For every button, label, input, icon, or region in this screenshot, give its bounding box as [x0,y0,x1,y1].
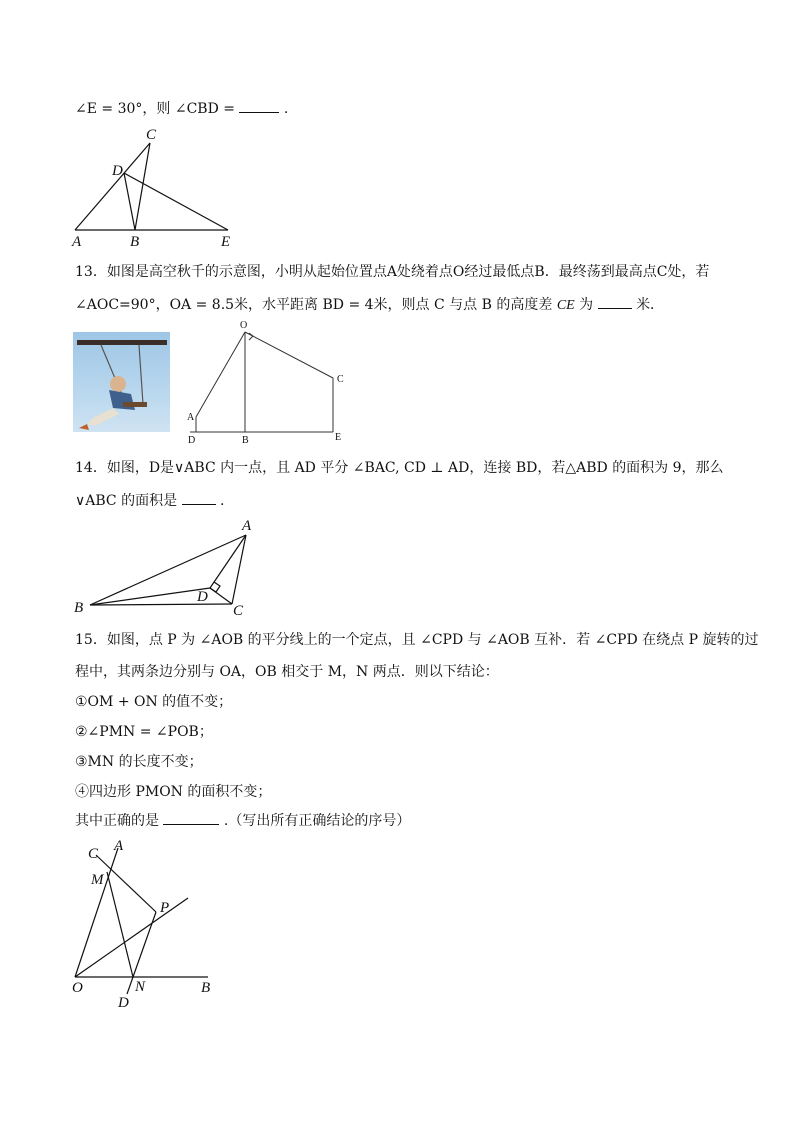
q14-line1-text: 如图，D是∨ABC 内一点，且 AD 平分 ∠BAC, CD ⊥ AD，连接 BD，若△ABD 的面积为 9，那么 [106,460,724,476]
q15-ask-b: .（写出所有正确结论的序号） [223,813,411,829]
q15-line1 [75,630,758,650]
q15-label-B: B [201,980,211,996]
q12-label-D: D [112,163,123,179]
q14-label-A: A [242,518,252,534]
q14-label-B: B [74,600,84,616]
q13-line2 [75,294,664,316]
q15-label-P: P [160,900,170,916]
q12-text-prefix: ∠E = 30°，则 ∠CBD = [75,101,235,117]
q15-line2-text: 程中，其两条边分别与 OA，OB 相交于 M，N 两点．则以下结论： [75,664,499,680]
q14-label-C: C [233,603,244,619]
q12-label-C: C [146,127,157,143]
q13-line2-b: 为 [579,297,594,313]
q13-line1-text: 如图是高空秋千的示意图，小明从起始位置点A处绕着点O经过最低点B．最终荡到最高点C处，若 [106,264,710,280]
q14-line1 [75,458,724,478]
q15-conclusion-2: ②∠PMN = ∠POB； [75,724,213,740]
q13-line1 [75,262,709,282]
q13-label-B: B [242,435,249,446]
q15-label-N: N [135,979,146,995]
q13-ce: CE [556,298,575,313]
q15-conclusion-1: ①OM + ON 的值不变； [75,694,233,710]
q15-label-A: A [114,838,124,854]
q12-label-B: B [130,234,140,250]
q14-line2 [75,490,224,511]
q15-line1-text: 如图，点 P 为 ∠AOB 的平分线上的一个定点，且 ∠CPD 与 ∠AOB 互补．若 ∠CPD 在绕点 P 旋转的过 [106,632,759,648]
q13-label-A: A [187,412,195,423]
q12-text-suffix: . [283,101,289,117]
q12-label-E: E [221,234,231,250]
q12-label-A: A [72,234,82,250]
q15-ask-a: 其中正确的是 [75,813,159,829]
q13-line2-unit: 米． [636,297,665,313]
q15-conclusion-4: ④四边形 PMON 的面积不变； [75,784,272,800]
q15-ask [75,810,410,831]
q13-label-E: E [335,432,342,443]
q14-number: 14． [75,460,107,476]
q13-answer-blank[interactable] [598,294,632,309]
q15-conclusion-3: ③MN 的长度不变； [75,754,203,770]
q12-text [75,98,288,119]
q13-label-O: O [240,320,248,331]
q15-line2 [75,662,499,682]
q14-label-D: D [197,589,208,605]
q13-label-C: C [337,374,344,385]
q15-label-C: C [88,846,99,862]
q14-line2-b: . [219,493,225,509]
swing-photo [73,332,170,432]
q13-label-D: D [188,435,196,446]
q14-answer-blank[interactable] [182,490,216,505]
q15-label-O: O [72,980,83,996]
q15-label-M: M [91,872,104,888]
q13-line2-a: ∠AOC=90°，OA = 8.5米，水平距离 BD = 4米，则点 C 与点 B 的高度差 [75,297,553,313]
q15-label-D: D [118,995,129,1011]
q13-number: 13． [75,264,107,280]
q14-line2-a: ∨ABC 的面积是 [75,493,178,509]
q15-answer-blank[interactable] [163,810,219,825]
q12-answer-blank[interactable] [239,98,279,113]
q15-number: 15． [75,632,107,648]
